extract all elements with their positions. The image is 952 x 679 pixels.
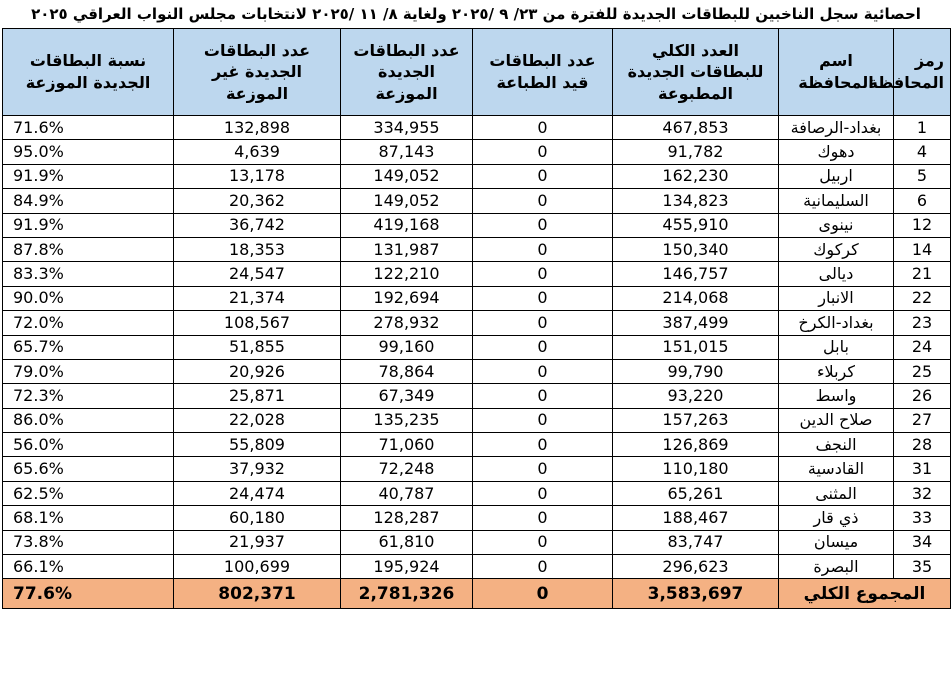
cell-printing: 0 xyxy=(473,433,613,457)
cell-code: 33 xyxy=(894,506,951,530)
table-header-row xyxy=(3,29,951,116)
cell-total-printed: 150,340 xyxy=(613,237,779,261)
cell-distributed: 87,143 xyxy=(341,140,473,164)
cell-pct: 65.6% xyxy=(3,457,174,481)
cell-total-printed: 93,220 xyxy=(613,384,779,408)
cell-distributed: 419,168 xyxy=(341,213,473,237)
cell-name: صلاح الدين xyxy=(779,408,894,432)
cell-printing: 0 xyxy=(473,555,613,579)
cell-name: بابل xyxy=(779,335,894,359)
table-row xyxy=(3,116,951,140)
cell-name: السليمانية xyxy=(779,189,894,213)
cell-total-printed: 296,623 xyxy=(613,555,779,579)
table-row xyxy=(3,359,951,383)
cell-code: 23 xyxy=(894,311,951,335)
cell-pct: 90.0% xyxy=(3,286,174,310)
table-body xyxy=(3,116,951,579)
cell-undistributed: 108,567 xyxy=(174,311,341,335)
cell-distributed: 334,955 xyxy=(341,116,473,140)
cell-undistributed: 36,742 xyxy=(174,213,341,237)
cell-total-printed: 214,068 xyxy=(613,286,779,310)
cell-printing: 0 xyxy=(473,359,613,383)
cell-printing: 0 xyxy=(473,262,613,286)
cell-distributed: 128,287 xyxy=(341,506,473,530)
cell-distributed: 131,987 xyxy=(341,237,473,261)
cell-pct: 71.6% xyxy=(3,116,174,140)
table-row xyxy=(3,164,951,188)
cell-distributed: 135,235 xyxy=(341,408,473,432)
cell-distributed: 149,052 xyxy=(341,164,473,188)
cell-total-printed: 65,261 xyxy=(613,481,779,505)
cell-name: بغداد-الكرخ xyxy=(779,311,894,335)
cell-distributed: 71,060 xyxy=(341,433,473,457)
cell-distributed: 192,694 xyxy=(341,286,473,310)
cell-printing: 0 xyxy=(473,286,613,310)
cell-pct: 83.3% xyxy=(3,262,174,286)
cell-printing: 0 xyxy=(473,213,613,237)
table-row xyxy=(3,213,951,237)
cell-total-printed: 151,015 xyxy=(613,335,779,359)
cell-code: 14 xyxy=(894,237,951,261)
cell-name: ميسان xyxy=(779,530,894,554)
table-row xyxy=(3,189,951,213)
cell-name: ذي قار xyxy=(779,506,894,530)
table-row xyxy=(3,457,951,481)
cell-undistributed: 4,639 xyxy=(174,140,341,164)
cell-name: النجف xyxy=(779,433,894,457)
table-row xyxy=(3,384,951,408)
header-printing: عدد البطاقات قيد الطباعة xyxy=(473,29,613,116)
cell-total-printed: 83,747 xyxy=(613,530,779,554)
cell-pct: 68.1% xyxy=(3,506,174,530)
cell-printing: 0 xyxy=(473,457,613,481)
cell-distributed: 67,349 xyxy=(341,384,473,408)
table-row xyxy=(3,237,951,261)
cell-distributed: 122,210 xyxy=(341,262,473,286)
cell-distributed: 72,248 xyxy=(341,457,473,481)
cell-code: 22 xyxy=(894,286,951,310)
cell-distributed: 195,924 xyxy=(341,555,473,579)
cell-undistributed: 24,474 xyxy=(174,481,341,505)
cell-code: 35 xyxy=(894,555,951,579)
header-distributed: عدد البطاقات الجديدة الموزعة xyxy=(341,29,473,116)
cell-printing: 0 xyxy=(473,116,613,140)
table-row xyxy=(3,555,951,579)
cell-undistributed: 51,855 xyxy=(174,335,341,359)
header-code: رمز المحافظة xyxy=(894,29,951,116)
cell-total-printed: 157,263 xyxy=(613,408,779,432)
cell-name: بغداد-الرصافة xyxy=(779,116,894,140)
page-title: احصائية سجل الناخبين للبطاقات الجديدة للفترة من ٢٣/ ٩ /٢٠٢٥ ولغاية ٨/ ١١ /٢٠٢٥ لانتخابات مجلس النواب العراقي ٢٠٢٥ xyxy=(31,5,921,23)
cell-undistributed: 18,353 xyxy=(174,237,341,261)
totals-distributed: 2,781,326 xyxy=(341,579,473,609)
cell-name: واسط xyxy=(779,384,894,408)
cell-distributed: 149,052 xyxy=(341,189,473,213)
cell-code: 21 xyxy=(894,262,951,286)
cell-code: 12 xyxy=(894,213,951,237)
cell-undistributed: 20,926 xyxy=(174,359,341,383)
cell-code: 27 xyxy=(894,408,951,432)
cell-name: كربلاء xyxy=(779,359,894,383)
cell-pct: 95.0% xyxy=(3,140,174,164)
cell-pct: 73.8% xyxy=(3,530,174,554)
table-row xyxy=(3,335,951,359)
header-total-printed: العدد الكلي للبطاقات الجديدة المطبوعة xyxy=(613,29,779,116)
cell-total-printed: 387,499 xyxy=(613,311,779,335)
cell-name: المثنى xyxy=(779,481,894,505)
cell-printing: 0 xyxy=(473,530,613,554)
cell-total-printed: 99,790 xyxy=(613,359,779,383)
cell-pct: 87.8% xyxy=(3,237,174,261)
cell-undistributed: 25,871 xyxy=(174,384,341,408)
cell-pct: 72.0% xyxy=(3,311,174,335)
cell-printing: 0 xyxy=(473,481,613,505)
cell-name: دهوك xyxy=(779,140,894,164)
cell-pct: 79.0% xyxy=(3,359,174,383)
cell-name: كركوك xyxy=(779,237,894,261)
cell-total-printed: 467,853 xyxy=(613,116,779,140)
totals-printing: 0 xyxy=(473,579,613,609)
table-row xyxy=(3,286,951,310)
cell-code: 4 xyxy=(894,140,951,164)
table-row xyxy=(3,481,951,505)
cell-code: 32 xyxy=(894,481,951,505)
cell-undistributed: 13,178 xyxy=(174,164,341,188)
cell-code: 26 xyxy=(894,384,951,408)
cell-printing: 0 xyxy=(473,384,613,408)
cell-code: 25 xyxy=(894,359,951,383)
cell-total-printed: 162,230 xyxy=(613,164,779,188)
cell-undistributed: 21,937 xyxy=(174,530,341,554)
cell-code: 28 xyxy=(894,433,951,457)
cell-printing: 0 xyxy=(473,311,613,335)
cell-printing: 0 xyxy=(473,189,613,213)
totals-row xyxy=(3,579,951,609)
cell-total-printed: 188,467 xyxy=(613,506,779,530)
header-pct: نسبة البطاقات الجديدة الموزعة xyxy=(3,29,174,116)
governorate-cards-table xyxy=(2,28,951,609)
cell-distributed: 278,932 xyxy=(341,311,473,335)
cell-undistributed: 60,180 xyxy=(174,506,341,530)
cell-distributed: 40,787 xyxy=(341,481,473,505)
cell-undistributed: 55,809 xyxy=(174,433,341,457)
table-row xyxy=(3,140,951,164)
cell-printing: 0 xyxy=(473,140,613,164)
cell-undistributed: 132,898 xyxy=(174,116,341,140)
cell-undistributed: 20,362 xyxy=(174,189,341,213)
totals-total-printed: 3,583,697 xyxy=(613,579,779,609)
cell-distributed: 78,864 xyxy=(341,359,473,383)
cell-name: نينوى xyxy=(779,213,894,237)
cell-pct: 65.7% xyxy=(3,335,174,359)
cell-name: اربيل xyxy=(779,164,894,188)
cell-printing: 0 xyxy=(473,335,613,359)
cell-pct: 86.0% xyxy=(3,408,174,432)
cell-total-printed: 455,910 xyxy=(613,213,779,237)
table-row xyxy=(3,433,951,457)
cell-printing: 0 xyxy=(473,237,613,261)
cell-code: 31 xyxy=(894,457,951,481)
cell-distributed: 61,810 xyxy=(341,530,473,554)
cell-printing: 0 xyxy=(473,408,613,432)
table-row xyxy=(3,262,951,286)
cell-pct: 91.9% xyxy=(3,213,174,237)
table-row xyxy=(3,506,951,530)
totals-label: المجموع الكلي xyxy=(779,579,951,609)
cell-name: الانبار xyxy=(779,286,894,310)
cell-total-printed: 146,757 xyxy=(613,262,779,286)
cell-total-printed: 110,180 xyxy=(613,457,779,481)
cell-pct: 84.9% xyxy=(3,189,174,213)
cell-undistributed: 21,374 xyxy=(174,286,341,310)
cell-code: 6 xyxy=(894,189,951,213)
cell-undistributed: 24,547 xyxy=(174,262,341,286)
cell-printing: 0 xyxy=(473,164,613,188)
cell-printing: 0 xyxy=(473,506,613,530)
cell-undistributed: 100,699 xyxy=(174,555,341,579)
header-name: اسم المحافظة xyxy=(779,29,894,116)
cell-pct: 66.1% xyxy=(3,555,174,579)
cell-undistributed: 37,932 xyxy=(174,457,341,481)
cell-pct: 91.9% xyxy=(3,164,174,188)
cell-name: البصرة xyxy=(779,555,894,579)
table-row xyxy=(3,408,951,432)
cell-pct: 72.3% xyxy=(3,384,174,408)
cell-pct: 62.5% xyxy=(3,481,174,505)
cell-name: ديالى xyxy=(779,262,894,286)
table-row xyxy=(3,530,951,554)
cell-code: 5 xyxy=(894,164,951,188)
header-undistributed: عدد البطاقات الجديدة غير الموزعة xyxy=(174,29,341,116)
cell-total-printed: 126,869 xyxy=(613,433,779,457)
cell-distributed: 99,160 xyxy=(341,335,473,359)
totals-pct: 77.6% xyxy=(3,579,174,609)
cell-total-printed: 91,782 xyxy=(613,140,779,164)
table-row xyxy=(3,311,951,335)
cell-undistributed: 22,028 xyxy=(174,408,341,432)
cell-code: 34 xyxy=(894,530,951,554)
cell-pct: 56.0% xyxy=(3,433,174,457)
cell-code: 24 xyxy=(894,335,951,359)
totals-undistributed: 802,371 xyxy=(174,579,341,609)
cell-total-printed: 134,823 xyxy=(613,189,779,213)
cell-name: القادسية xyxy=(779,457,894,481)
cell-code: 1 xyxy=(894,116,951,140)
